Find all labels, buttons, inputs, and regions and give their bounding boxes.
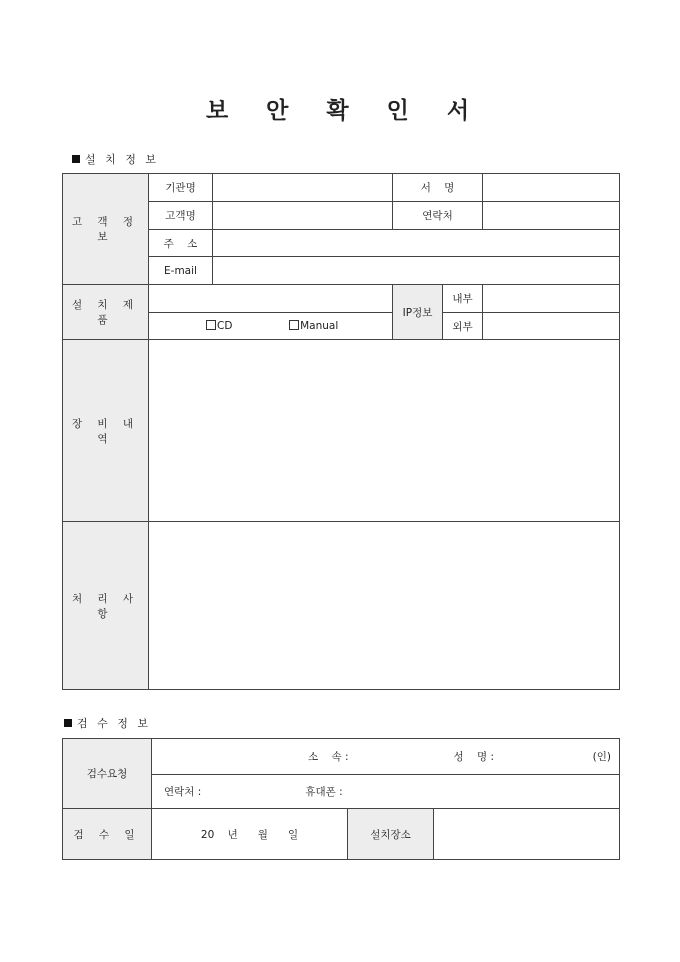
sign-field[interactable] (483, 174, 620, 202)
inspection-section-label (64, 715, 151, 731)
inspection-date-field[interactable]: 20 년 월 일 (152, 809, 348, 860)
media-options (149, 313, 393, 340)
product-field[interactable] (149, 285, 393, 313)
inspection-info-table (62, 738, 620, 860)
affiliation-label: 소 속 : (308, 751, 349, 763)
manual-checkbox-icon[interactable] (289, 320, 299, 330)
ip-external-label: 외부 (443, 313, 483, 340)
install-section-label (72, 151, 159, 167)
email-field[interactable] (213, 257, 620, 285)
processing-header: 처 리 사 항 (63, 522, 149, 690)
ip-external-field[interactable] (483, 313, 620, 340)
cd-option[interactable] (206, 320, 232, 332)
sign-label: 서 명 (393, 174, 483, 202)
customer-field[interactable] (213, 202, 393, 230)
ip-info-label: IP정보 (393, 285, 443, 340)
document-title: 보 안 확 인 서 (205, 98, 485, 124)
cd-option-label: CD (217, 320, 233, 332)
contact-label: 연락처 (393, 202, 483, 230)
customer-label: 고객명 (149, 202, 213, 230)
seal-label: (인) (592, 751, 611, 763)
install-info-table (62, 173, 620, 690)
install-section-text: 설 치 정 보 (85, 153, 159, 166)
manual-option-label: Manual (300, 320, 339, 332)
request-header: 검수요청 (63, 739, 152, 809)
ip-internal-label: 내부 (443, 285, 483, 313)
equipment-field[interactable] (149, 340, 620, 522)
mobile-label: 휴대폰 : (305, 786, 343, 798)
address-label: 주 소 (149, 230, 213, 257)
processing-field[interactable] (149, 522, 620, 690)
install-location-label: 설치장소 (348, 809, 434, 860)
square-bullet-icon (64, 719, 72, 727)
customer-info-header: 고 객 정 보 (63, 174, 149, 285)
affiliation-row (152, 739, 620, 775)
inspection-contact-label: 연락처 : (164, 786, 202, 798)
inspection-date-header: 검 수 일 (63, 809, 152, 860)
product-header: 설 치 제 품 (63, 285, 149, 340)
contact-row (152, 775, 620, 809)
install-location-field[interactable] (434, 809, 620, 860)
name-label: 성 명 : (453, 751, 495, 763)
email-label: E-mail (149, 257, 213, 285)
equipment-header: 장 비 내 역 (63, 340, 149, 522)
address-field[interactable] (213, 230, 620, 257)
cd-checkbox-icon[interactable] (206, 320, 216, 330)
contact-field[interactable] (483, 202, 620, 230)
square-bullet-icon (72, 155, 80, 163)
inspection-section-text: 검 수 정 보 (77, 717, 151, 730)
org-label: 기관명 (149, 174, 213, 202)
ip-internal-field[interactable] (483, 285, 620, 313)
org-field[interactable] (213, 174, 393, 202)
manual-option[interactable] (289, 320, 338, 332)
